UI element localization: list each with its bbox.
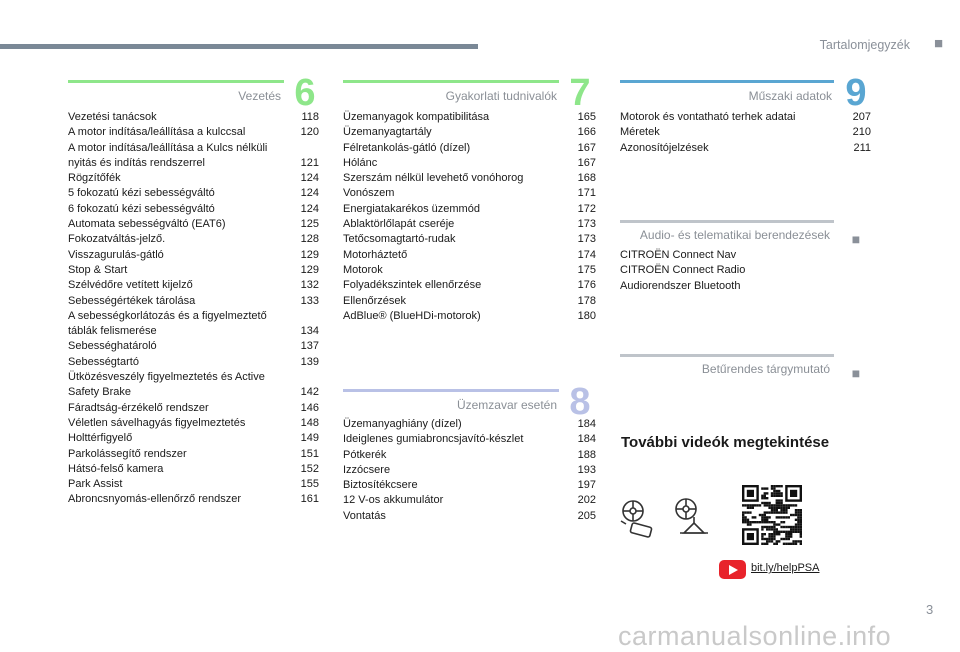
toc-entry-title: Félretankolás-gátló (dízel) xyxy=(343,141,471,154)
toc-entry[interactable] xyxy=(343,171,596,186)
toc-entry-title: A motor indítása/leállítása a kulccsal xyxy=(68,126,246,139)
toc-entry[interactable] xyxy=(343,478,596,493)
toc-entry[interactable] xyxy=(68,248,319,263)
toc-entry-title: Pótkerék xyxy=(343,448,387,461)
toc-entry-page: 197 xyxy=(577,479,596,492)
toc-entry-title: Fáradtság-érzékelő rendszer xyxy=(68,401,209,414)
toc-entry-page: 180 xyxy=(577,309,596,322)
page-header-title: Tartalomjegyzék xyxy=(819,38,910,52)
toc-entry-title: Motorok és vontatható terhek adatai xyxy=(620,111,796,123)
toc-entry[interactable] xyxy=(68,217,319,232)
toc-entry-title: Biztosítékcsere xyxy=(343,479,418,492)
audio-item: CITROËN Connect Radio xyxy=(620,264,746,277)
toc-entry-page: 210 xyxy=(852,126,871,139)
toc-entry[interactable] xyxy=(68,492,319,507)
toc-entry-title: Tetőcsomagtartó-rudak xyxy=(343,233,456,246)
toc-entry-title: A sebességkorlátozás és a figyelmeztető táblák felismerése xyxy=(68,309,267,338)
toc-entry[interactable] xyxy=(68,370,319,401)
page-number: 3 xyxy=(926,602,934,617)
toc-entry-title: Ideiglenes gumiabroncsjavító-készlet xyxy=(343,433,524,446)
toc-entry-page: 133 xyxy=(300,294,319,307)
toc-entry[interactable] xyxy=(343,309,596,324)
section-line-betu xyxy=(620,354,834,357)
section-number-vezetes: 6 xyxy=(294,72,316,114)
toc-entry-page: 175 xyxy=(577,263,596,276)
toc-entry-page: 171 xyxy=(577,187,596,200)
toc-entry-title: Vonószem xyxy=(343,187,395,200)
toc-entry[interactable] xyxy=(68,125,319,140)
section-title-betu: Betűrendes tárgymutató xyxy=(701,362,830,376)
toc-entry-page: 132 xyxy=(300,279,319,292)
toc-entry-page: 178 xyxy=(577,294,596,307)
toc-entry[interactable] xyxy=(68,355,319,370)
toc-entry-page: 188 xyxy=(577,448,596,461)
section-line-vezetes xyxy=(68,80,284,83)
toc-entry-page: 167 xyxy=(577,141,596,154)
toc-entry-page: 205 xyxy=(577,509,596,522)
section-number-uzemzavar: 8 xyxy=(569,381,591,423)
toc-entry-title: Sebességértékek tárolása xyxy=(68,294,196,307)
toc-entry-page: 142 xyxy=(300,386,319,399)
toc-entry-page: 166 xyxy=(577,126,596,139)
toc-entry-page: 146 xyxy=(300,401,319,414)
toc-entry-page: 128 xyxy=(300,233,319,246)
toc-entry[interactable] xyxy=(68,477,319,492)
toc-entry-page: 184 xyxy=(577,418,596,430)
toc-entry-page: 148 xyxy=(300,416,319,429)
toc-entry-page: 120 xyxy=(300,126,319,139)
toc-entry-title: Méretek xyxy=(620,126,660,139)
toc-entry[interactable] xyxy=(68,416,319,431)
toc-entry-title: Szélvédőre vetített kijelző xyxy=(68,279,193,292)
toc-entry[interactable] xyxy=(343,202,596,217)
toc-entry-page: 167 xyxy=(577,156,596,169)
toc-entry-page: 161 xyxy=(300,493,319,506)
toc-entry[interactable] xyxy=(343,278,596,293)
wheel-jack-icon xyxy=(672,495,716,539)
section-number-muszaki: 9 xyxy=(845,72,867,114)
watermark-text: carmanualsonline.info xyxy=(618,621,892,651)
toc-entry[interactable] xyxy=(620,110,871,125)
videos-heading: További videók megtekintése xyxy=(621,434,830,451)
toc-entry-title: Izzócsere xyxy=(343,463,391,476)
top-accent-bar xyxy=(0,44,478,49)
toc-entry-page: 173 xyxy=(577,218,596,231)
toc-entry-title: Üzemanyagok kompatibilitása xyxy=(343,111,490,123)
toc-entry[interactable] xyxy=(620,125,871,140)
toc-entry-title: Sebességhatároló xyxy=(68,340,157,353)
section-line-muszaki xyxy=(620,80,834,83)
toc-entry-page: 172 xyxy=(577,202,596,215)
toc-entry-title: Stop & Start xyxy=(68,263,128,276)
toc-entry[interactable] xyxy=(343,186,596,201)
toc-entry-page: 165 xyxy=(577,111,596,123)
toc-entry-title: Sebességtartó xyxy=(68,355,139,368)
toc-entry-page: 151 xyxy=(300,447,319,460)
toc-entry-page: 121 xyxy=(300,156,319,169)
toc-entry-page: 124 xyxy=(300,187,319,200)
toc-entry-page: 193 xyxy=(577,463,596,476)
section-title-muszaki: Műszaki adatok xyxy=(748,89,832,103)
toc-entry[interactable] xyxy=(343,217,596,232)
toc-entry-title: Üzemanyagtartály xyxy=(343,126,432,139)
toc-entry-page: 125 xyxy=(300,218,319,231)
toc-entry[interactable] xyxy=(68,202,319,217)
toc-entry[interactable] xyxy=(343,110,596,125)
toc-entry-page: 211 xyxy=(853,141,871,154)
toc-entry[interactable] xyxy=(343,417,596,432)
audio-item: Audiorendszer Bluetooth xyxy=(620,279,741,292)
toc-entry[interactable] xyxy=(343,432,596,447)
toc-entry[interactable] xyxy=(343,232,596,247)
section-title-uzemzavar: Üzemzavar esetén xyxy=(456,398,557,412)
toc-entry-page: 124 xyxy=(300,172,319,185)
toc-entry-page: 152 xyxy=(300,462,319,475)
toc-entry-title: Azonosítójelzések xyxy=(620,141,709,154)
toc-entry[interactable] xyxy=(68,339,319,354)
toc-entry[interactable] xyxy=(68,309,319,340)
audio-item-list xyxy=(620,248,840,294)
toc-entry-title: Automata sebességváltó (EAT6) xyxy=(68,218,226,231)
toc-entry-title: Visszagurulás-gátló xyxy=(68,248,164,261)
toc-entry[interactable] xyxy=(343,263,596,278)
youtube-icon[interactable] xyxy=(719,560,746,579)
toc-entry-page: 149 xyxy=(300,432,319,445)
toc-entry-title: Üzemanyaghiány (dízel) xyxy=(343,418,462,430)
toc-entry-title: Motorháztető xyxy=(343,248,408,261)
section-marker-betu: ■ xyxy=(851,365,861,381)
toc-entry-page: 155 xyxy=(300,478,319,491)
toc-entry-page: 207 xyxy=(852,111,871,123)
toc-entry[interactable] xyxy=(343,294,596,309)
toc-entry-title: Folyadékszintek ellenőrzése xyxy=(343,279,482,292)
toc-entry[interactable] xyxy=(343,509,596,524)
toc-entry-title: Ablaktörlőlapát cseréje xyxy=(343,218,455,231)
toc-entry-title: Véletlen sávelhagyás figyelmeztetés xyxy=(68,416,246,429)
header-square-marker: ■ xyxy=(934,35,944,52)
toc-entry[interactable] xyxy=(68,294,319,309)
toc-entry-title: AdBlue® (BlueHDi-motorok) xyxy=(343,309,481,322)
toc-entry-title: 6 fokozatú kézi sebességváltó xyxy=(68,202,215,215)
toc-entry-title: Abroncsnyomás-ellenőrző rendszer xyxy=(68,493,242,506)
wheel-warning-icon xyxy=(617,495,659,539)
toc-entry-page: 202 xyxy=(577,494,596,507)
toc-entry[interactable] xyxy=(68,447,319,462)
section-number-gyakorlati: 7 xyxy=(569,72,591,114)
toc-entry[interactable] xyxy=(68,401,319,416)
toc-entry-title: 12 V-os akkumulátor xyxy=(343,494,444,507)
toc-entry-title: Ellenőrzések xyxy=(343,294,406,307)
toc-entry[interactable] xyxy=(343,463,596,478)
toc-entry-page: 129 xyxy=(300,263,319,276)
help-video-link[interactable]: bit.ly/helpPSA xyxy=(751,562,820,574)
section-title-gyakorlati: Gyakorlati tudnivalók xyxy=(445,89,557,103)
toc-entry[interactable] xyxy=(68,141,319,172)
toc-entry-page: 173 xyxy=(577,233,596,246)
toc-list-muszaki xyxy=(620,110,871,156)
toc-entry-page: 124 xyxy=(300,202,319,215)
qr-code xyxy=(742,485,802,545)
toc-entry[interactable] xyxy=(343,141,596,156)
toc-entry-title: Fokozatváltás-jelző. xyxy=(68,233,166,246)
section-line-uzemzavar xyxy=(343,389,559,392)
toc-entry[interactable] xyxy=(68,186,319,201)
toc-entry-title: Holttérfigyelő xyxy=(68,432,133,445)
toc-entry-title: Park Assist xyxy=(68,478,123,491)
toc-entry-title: Szerszám nélkül levehető vonóhorog xyxy=(343,172,524,185)
toc-entry[interactable] xyxy=(343,448,596,463)
toc-entry-title: Hólánc xyxy=(343,156,378,169)
toc-entry[interactable] xyxy=(68,462,319,477)
toc-entry[interactable] xyxy=(343,248,596,263)
section-title-audio: Audio- és telematikai berendezések xyxy=(639,228,830,242)
toc-entry[interactable] xyxy=(68,110,319,125)
toc-entry[interactable] xyxy=(343,156,596,171)
toc-entry-title: A motor indítása/leállítása a Kulcs nélküli nyitás és indítás rendszerrel xyxy=(68,141,268,169)
toc-entry-page: 118 xyxy=(301,111,319,123)
toc-entry[interactable] xyxy=(68,278,319,293)
toc-entry[interactable] xyxy=(68,431,319,446)
toc-entry[interactable] xyxy=(68,263,319,278)
toc-entry-page: 174 xyxy=(577,248,596,261)
toc-entry[interactable] xyxy=(68,232,319,247)
toc-entry-title: 5 fokozatú kézi sebességváltó xyxy=(68,187,215,200)
toc-entry-page: 139 xyxy=(300,355,319,368)
toc-entry[interactable] xyxy=(620,141,871,156)
toc-entry-title: Vezetési tanácsok xyxy=(68,111,157,123)
toc-entry-title: Energiatakarékos üzemmód xyxy=(343,202,480,215)
toc-entry-title: Vontatás xyxy=(343,509,386,522)
section-marker-audio: ■ xyxy=(851,231,861,247)
toc-entry[interactable] xyxy=(68,171,319,186)
toc-entry-page: 184 xyxy=(577,433,596,446)
toc-entry-page: 134 xyxy=(300,325,319,338)
toc-entry-page: 129 xyxy=(300,248,319,261)
toc-list-vezetes xyxy=(68,110,319,508)
toc-entry[interactable] xyxy=(343,493,596,508)
audio-item: CITROËN Connect Nav xyxy=(620,249,737,261)
toc-entry-title: Rögzítőfék xyxy=(68,172,121,185)
section-title-vezetes: Vezetés xyxy=(238,89,281,103)
section-line-gyakorlati xyxy=(343,80,559,83)
toc-entry[interactable] xyxy=(343,125,596,140)
section-line-audio xyxy=(620,220,834,223)
toc-entry-title: Hátsó-felső kamera xyxy=(68,462,164,475)
toc-entry-title: Motorok xyxy=(343,263,383,276)
toc-entry-page: 137 xyxy=(300,340,319,353)
toc-list-uzemzavar xyxy=(343,417,596,524)
toc-entry-title: Parkolássegítő rendszer xyxy=(68,447,187,460)
toc-list-gyakorlati xyxy=(343,110,596,324)
toc-entry-page: 176 xyxy=(577,279,596,292)
toc-entry-page: 168 xyxy=(577,172,596,185)
toc-entry-title: Ütközésveszély figyelmeztetés és Active Safety Brake xyxy=(68,371,265,399)
